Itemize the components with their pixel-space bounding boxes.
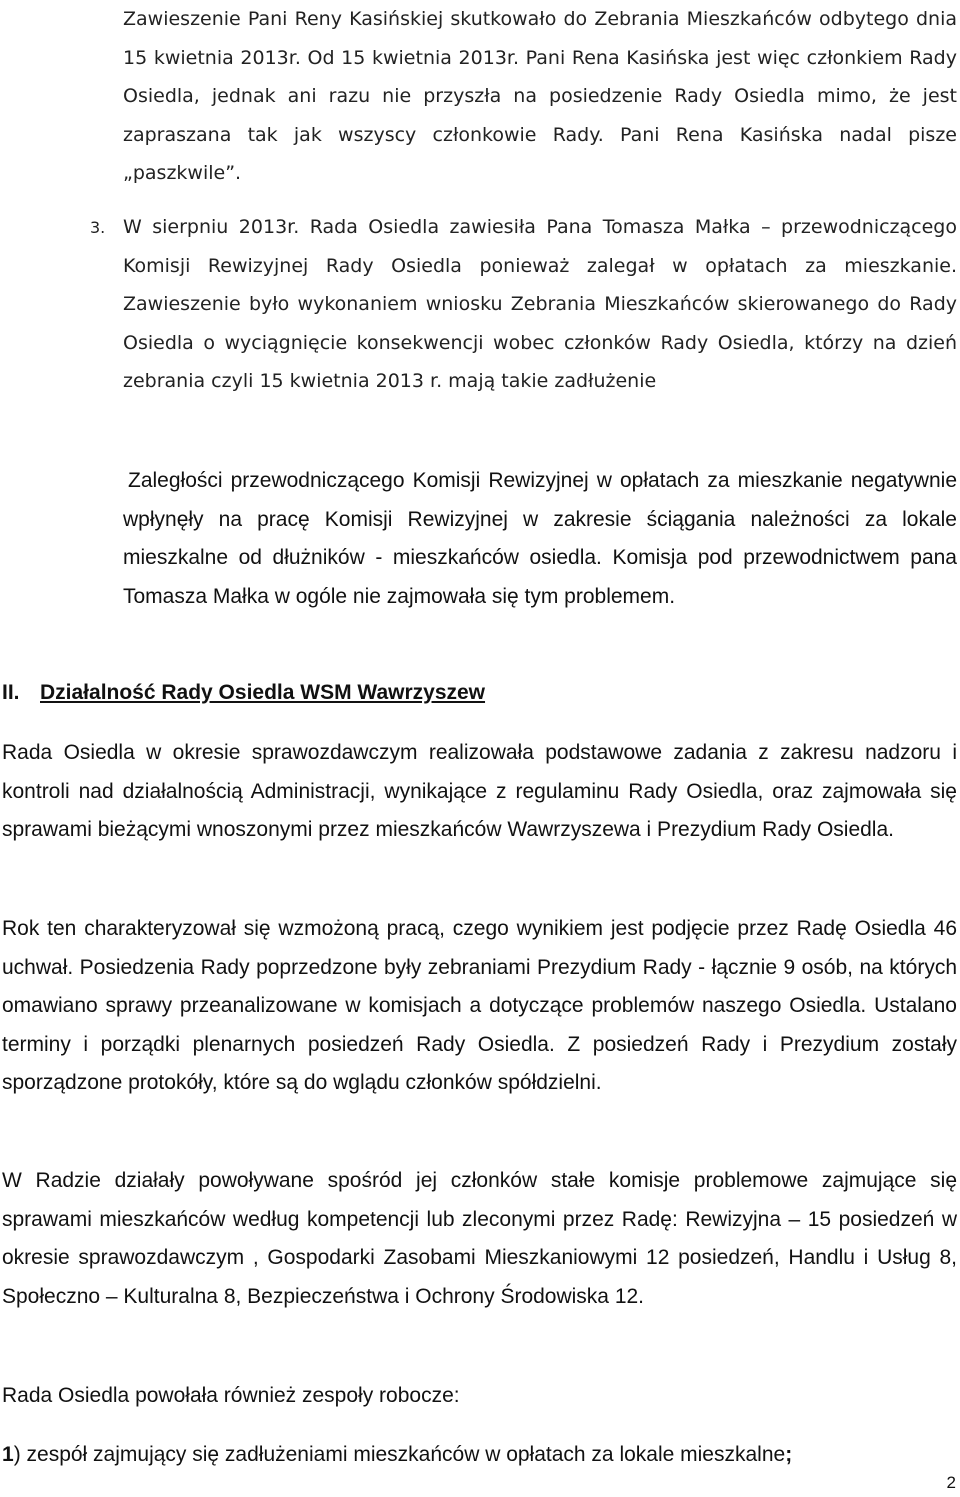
section-number: II. [2, 681, 20, 704]
paragraph-audit-committee-arrears: Zaległości przewodniczącego Komisji Rewizyjnej w opłatach za mieszkanie negatywnie wpłynęły na pracę Komisji Rewizyjnej w zakresie ściągania należności za lokale mieszkalne od dłużników - mieszkańców osiedla. Komisja pod przewodnictwem pana Tomasza Małka w ogóle nie zajmowała się tym problemem. [123, 469, 957, 608]
list-item-text: ) zespół zajmujący się zadłużeniami mieszkańców w opłatach za lokale mieszkalne [13, 1443, 786, 1466]
section-title: Działalność Rady Osiedla WSM Wawrzyszew [40, 681, 486, 704]
section-heading [2, 679, 485, 707]
paragraph-kasinska-suspension: Zawieszenie Pani Reny Kasińskiej skutkowało do Zebrania Mieszkańców odbytego dnia 15 kwietnia 2013r. Od 15 kwietnia 2013r. Pani Rena Kasińska jest więc członkiem Rady Osiedla, jednak ani razu nie przyszła na posiedzenie Rady Osiedla mimo, że jest zapraszana tak jak wszyscy członkowie Rady. Pani Rena Kasińska nadal pisze „paszkwile”. [123, 8, 957, 184]
paragraph-malek-suspension: W sierpniu 2013r. Rada Osiedla zawiesiła Pana Tomasza Małka – przewodniczącego Komisji Rewizyjnej Rady Osiedla ponieważ zalegał w opłatach za mieszkanie. Zawieszenie było wykonaniem wniosku Zebrania Mieszkańców skierowanego do Rady Osiedla o wyciągnięcie konsekwencji wobec członków Rady Osiedla, którzy na dzień zebrania czyli 15 kwietnia 2013 r. mają takie zadłużenie [123, 216, 957, 392]
paragraph-committees: W Radzie działały powoływane spośród jej członków stałe komisje problemowe zajmujące się sprawami mieszkańców według kompetencji lub zleconymi przez Radę: Rewizyjna – 15 posiedzeń w okresie sprawozdawczym , Gospodarki Zasobami Mieszkaniowymi 12 posiedzeń, Handlu i Usług 8, Społeczno – Kulturalna 8, Bezpieczeństwa i Ochrony Środowiska 12. [2, 1169, 957, 1308]
paragraph-council-tasks: Rada Osiedla w okresie sprawozdawczym realizowała podstawowe zadania z zakresu nadzoru i kontroli nad działalnością Administracji, wynikające z regulaminu Rady Osiedla, oraz zajmowała się sprawami bieżącymi wnoszonymi przez mieszkańców Wawrzyszewa i Prezydium Rady Osiedla. [2, 741, 957, 842]
list-number-3: 3. [90, 218, 106, 237]
list-item-end: ; [785, 1443, 793, 1466]
page-number: 2 [946, 1473, 956, 1492]
list-item-debt-team [2, 1436, 957, 1474]
list-item-number: 1 [2, 1443, 14, 1466]
paragraph-working-groups: Rada Osiedla powołała również zespoły robocze: [2, 1384, 460, 1407]
paragraph-resolutions: Rok ten charakteryzował się wzmożoną pracą, czego wynikiem jest podjęcie przez Radę Osiedla 46 uchwał. Posiedzenia Rady poprzedzone były zebraniami Prezydium Rady - łącznie 9 osób, na których omawiano sprawy przeanalizowane w komisjach a dotyczące problemów naszego Osiedla. Ustalano terminy i porządki plenarnych posiedzeń Rady Osiedla. Z posiedzeń Rady i Prezydium zostały sporządzone protokóły, które są do wglądu członków spółdzielni. [2, 917, 957, 1095]
